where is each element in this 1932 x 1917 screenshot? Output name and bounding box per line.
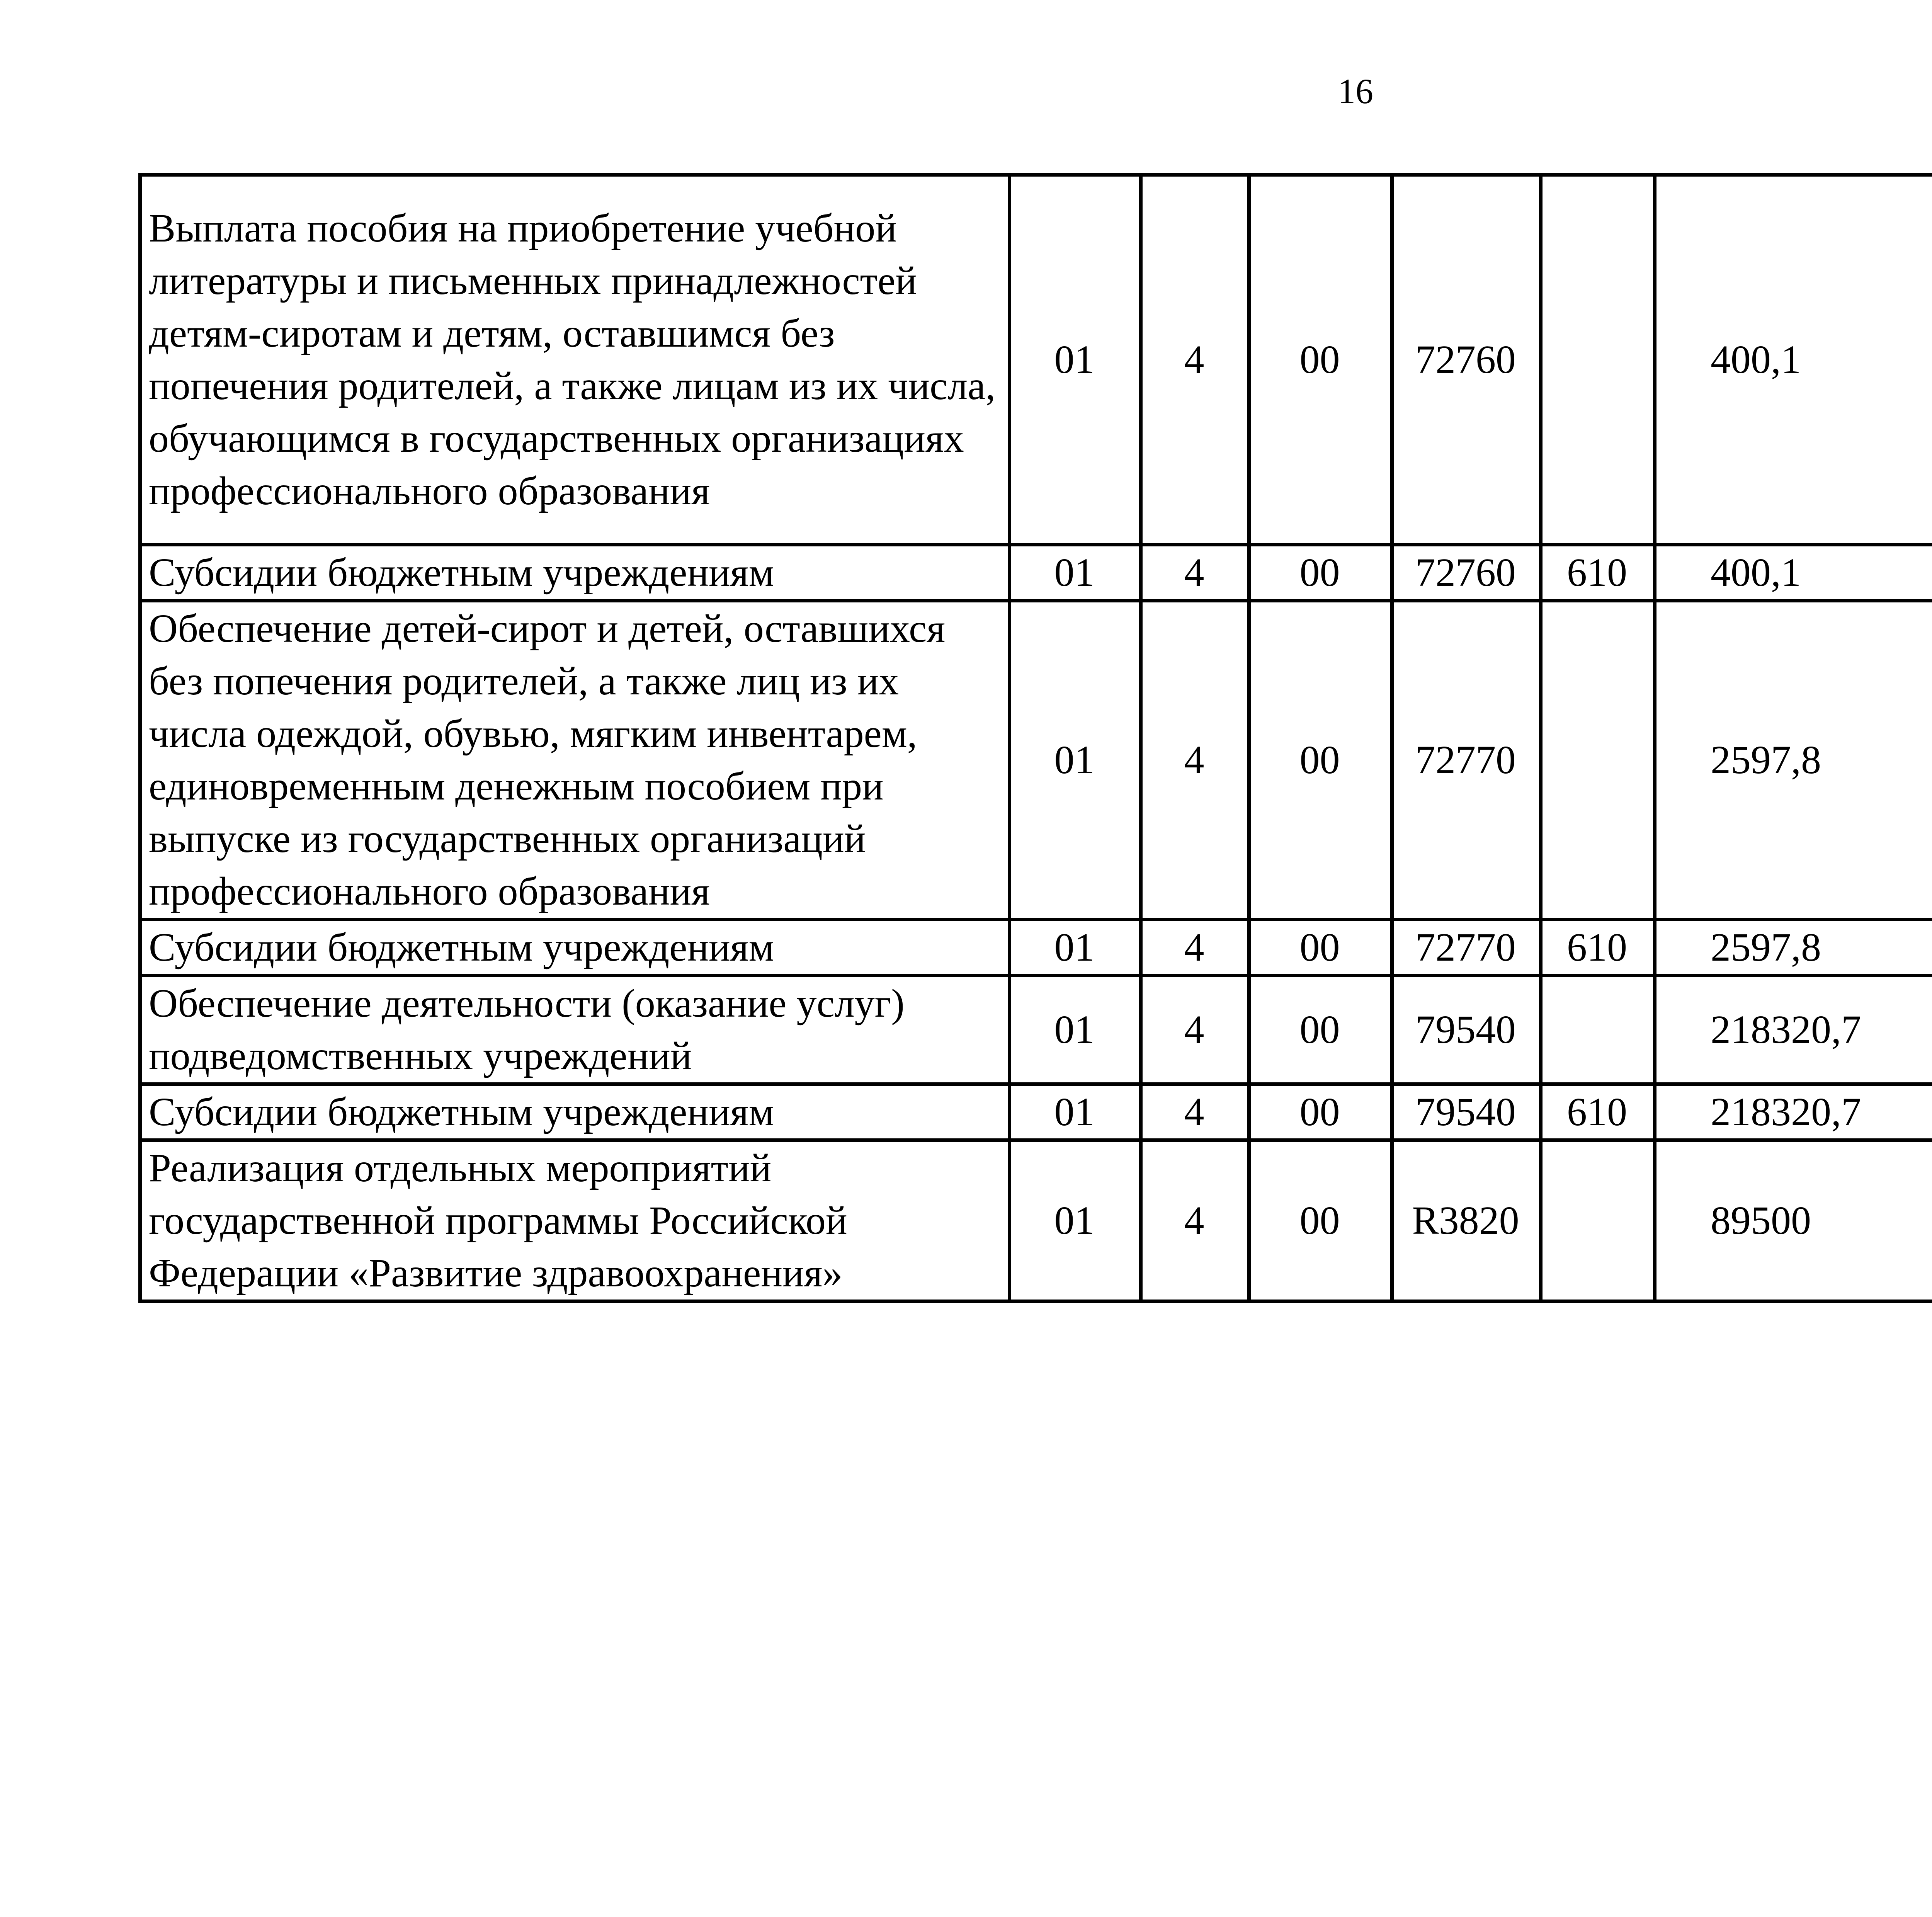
subsection-code-cell: 4 <box>1141 1140 1249 1301</box>
expense-type-cell <box>1541 976 1655 1084</box>
subsection-code-cell: 4 <box>1141 1084 1249 1140</box>
target-item-code-cell: R3820 <box>1392 1140 1541 1301</box>
table-row <box>140 175 1932 545</box>
subsection-code-cell: 4 <box>1141 175 1249 545</box>
section-code-cell: 01 <box>1010 601 1141 920</box>
subsection-code-cell: 4 <box>1141 920 1249 976</box>
program-code-cell: 00 <box>1249 1084 1392 1140</box>
subsection-code-cell: 4 <box>1141 601 1249 920</box>
table-row <box>140 601 1932 920</box>
expense-type-cell <box>1541 175 1655 545</box>
amount-cell-1: 400,1 <box>1655 545 1932 601</box>
expense-type-cell <box>1541 1140 1655 1301</box>
target-item-code-cell: 72760 <box>1392 545 1541 601</box>
expense-type-cell <box>1541 601 1655 920</box>
program-code-cell: 00 <box>1249 545 1392 601</box>
budget-table <box>138 173 1932 1303</box>
target-item-code-cell: 72770 <box>1392 601 1541 920</box>
table-row <box>140 545 1932 601</box>
section-code-cell: 01 <box>1010 545 1141 601</box>
section-code-cell: 01 <box>1010 175 1141 545</box>
row-name-cell: Субсидии бюджетным учреждениям <box>140 1084 1010 1140</box>
section-code-cell: 01 <box>1010 976 1141 1084</box>
expense-type-cell: 610 <box>1541 545 1655 601</box>
program-code-cell: 00 <box>1249 976 1392 1084</box>
row-name-cell: Субсидии бюджетным учреждениям <box>140 920 1010 976</box>
subsection-code-cell: 4 <box>1141 976 1249 1084</box>
table-row <box>140 976 1932 1084</box>
expense-type-cell: 610 <box>1541 920 1655 976</box>
table-row <box>140 1140 1932 1301</box>
expense-type-cell: 610 <box>1541 1084 1655 1140</box>
page-number: 16 <box>1338 71 1373 111</box>
subsection-code-cell: 4 <box>1141 545 1249 601</box>
amount-cell-1: 2597,8 <box>1655 920 1932 976</box>
program-code-cell: 00 <box>1249 175 1392 545</box>
amount-cell-1: 400,1 <box>1655 175 1932 545</box>
row-name-cell: Реализация отдельных мероприятий государственной программы Российской Федерации «Развитие здравоохранения» <box>140 1140 1010 1301</box>
amount-cell-1: 2597,8 <box>1655 601 1932 920</box>
table-row <box>140 1084 1932 1140</box>
program-code-cell: 00 <box>1249 601 1392 920</box>
row-name-cell: Обеспечение детей-сирот и детей, оставшихся без попечения родителей, а также лиц из их числа одеждой, обувью, мягким инвентарем, единовременным денежным пособием при выпуске из государственных организаций профессионального образования <box>140 601 1010 920</box>
amount-cell-1: 218320,7 <box>1655 976 1932 1084</box>
section-code-cell: 01 <box>1010 920 1141 976</box>
amount-cell-1: 218320,7 <box>1655 1084 1932 1140</box>
section-code-cell: 01 <box>1010 1140 1141 1301</box>
target-item-code-cell: 79540 <box>1392 1084 1541 1140</box>
target-item-code-cell: 79540 <box>1392 976 1541 1084</box>
target-item-code-cell: 72770 <box>1392 920 1541 976</box>
row-name-cell: Субсидии бюджетным учреждениям <box>140 545 1010 601</box>
program-code-cell: 00 <box>1249 920 1392 976</box>
section-code-cell: 01 <box>1010 1084 1141 1140</box>
target-item-code-cell: 72760 <box>1392 175 1541 545</box>
row-name-cell: Обеспечение деятельности (оказание услуг) подведомственных учреждений <box>140 976 1010 1084</box>
row-name-cell: Выплата пособия на приобретение учебной литературы и письменных принадлежностей детям-сиротам и детям, оставшимся без попечения родителей, а также лицам из их числа, обучающимся в государственных организациях профессионального образования <box>140 175 1010 545</box>
table-row <box>140 920 1932 976</box>
amount-cell-1: 89500 <box>1655 1140 1932 1301</box>
program-code-cell: 00 <box>1249 1140 1392 1301</box>
